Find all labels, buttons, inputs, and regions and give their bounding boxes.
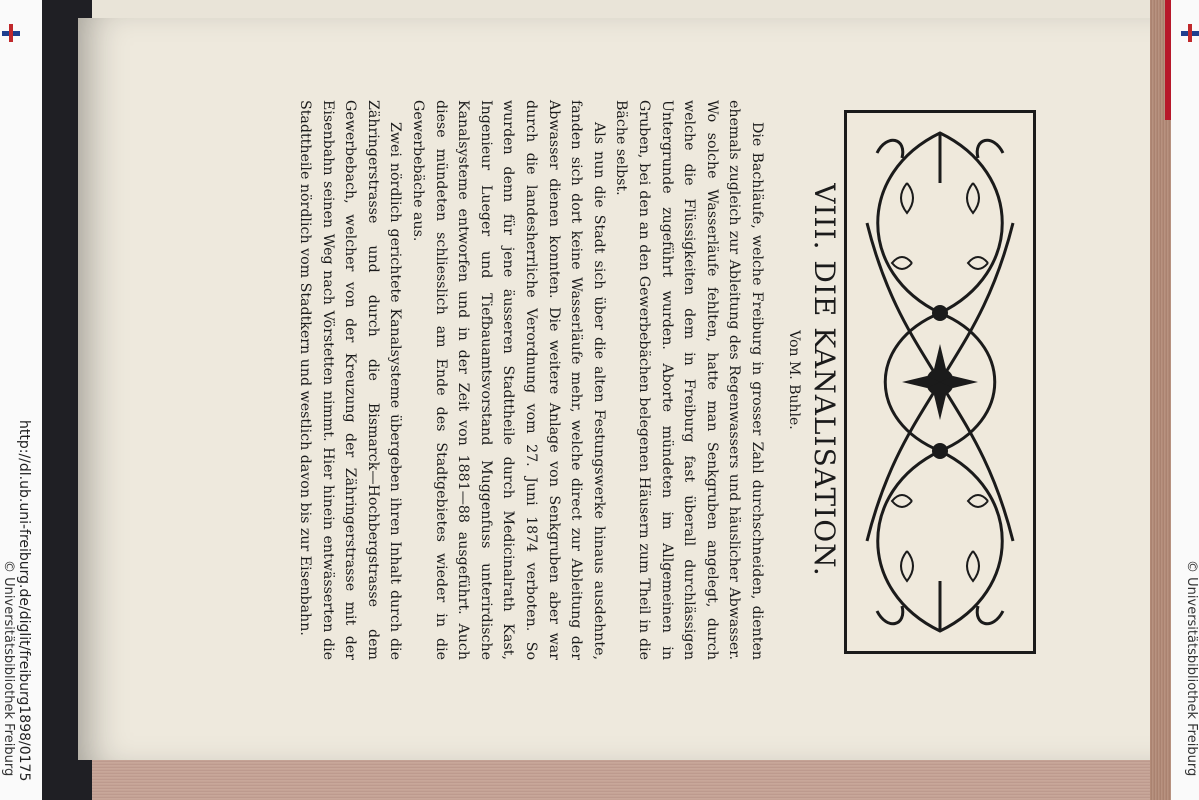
page-top-edge	[92, 0, 1172, 19]
flag-icon	[2, 24, 20, 42]
chapter-body	[294, 100, 768, 660]
page-url[interactable]: http://dl.ub.uni-freiburg.de/diglit/freiburg1898/0175	[16, 420, 32, 782]
chapter-title: VIII. DIE KANALISATION.	[808, 183, 841, 577]
paragraph: Zwei nördlich gerichtete Kanalsysteme übergeben ihren Inhalt durch die Zähringerstrasse und durch die Bismarck—Hochbergstrasse dem Gewerbebach, welcher von der Kreuzung der Zähringerstrasse mit der Eisenbahn seinen Weg nach Vörstetten nimmt. Hier hinein entwässerten die Stadttheile nördlich vom Stadtkern und westlich davon bis zur Eisenbahn.	[297, 100, 404, 660]
ornament-illustration	[844, 110, 1036, 654]
copyright-left: © Universitätsbibliothek Freiburg	[1, 560, 16, 777]
paragraph: Als nun die Stadt sich über die alten Festungswerke hinaus ausdehnte, fanden sich dort keine Wasserläufe mehr, welche direct zur Ableitung der Abwasser dienen konnten. Die weitere Anlage von Senkgruben aber war durch die landesherrliche Verordnung vom 27. Juni 1874 verboten. So wurden denn für jene äusseren Stadttheile durch Medicinalrath Kast, Ingenieur Lueger und Tiefbauamtsvorstand Muggenfuss unterirdische Kanalsysteme entworfen und in der Zeit von 1881—88 ausgeführt. Auch diese mündeten schliesslich am Ende des Stadtgebietes wieder in die Gewerbebäche aus.	[410, 100, 607, 660]
paragraph: Die Bachläufe, welche Freiburg in grosser Zahl durchschneiden, dienten ehemals zugleich zur Ableitung des Regenwassers und häuslicher Abwasser. Wo solche Wasserläufe fehlten, hatte man Senkgruben angelegt, durch welche die Flüssigkeiten dem in Freiburg fast überall durchlässigen Untergrunde zugeführt wurden. Aborte mündeten im Allgemeinen in Gruben, bei den an den Gewerbebächen belegenen Häusern zum Theil in die Bäche selbst.	[613, 100, 765, 660]
page-stack	[92, 760, 1172, 800]
page-content	[204, 100, 1046, 660]
flag-icon-right	[1181, 24, 1199, 42]
chapter-author: Von M. Buhle.	[786, 330, 802, 430]
fore-edge	[1150, 0, 1172, 800]
ironwork-ornament-icon	[847, 113, 1033, 651]
copyright-right: © Universitätsbibliothek Freiburg	[1184, 560, 1199, 777]
